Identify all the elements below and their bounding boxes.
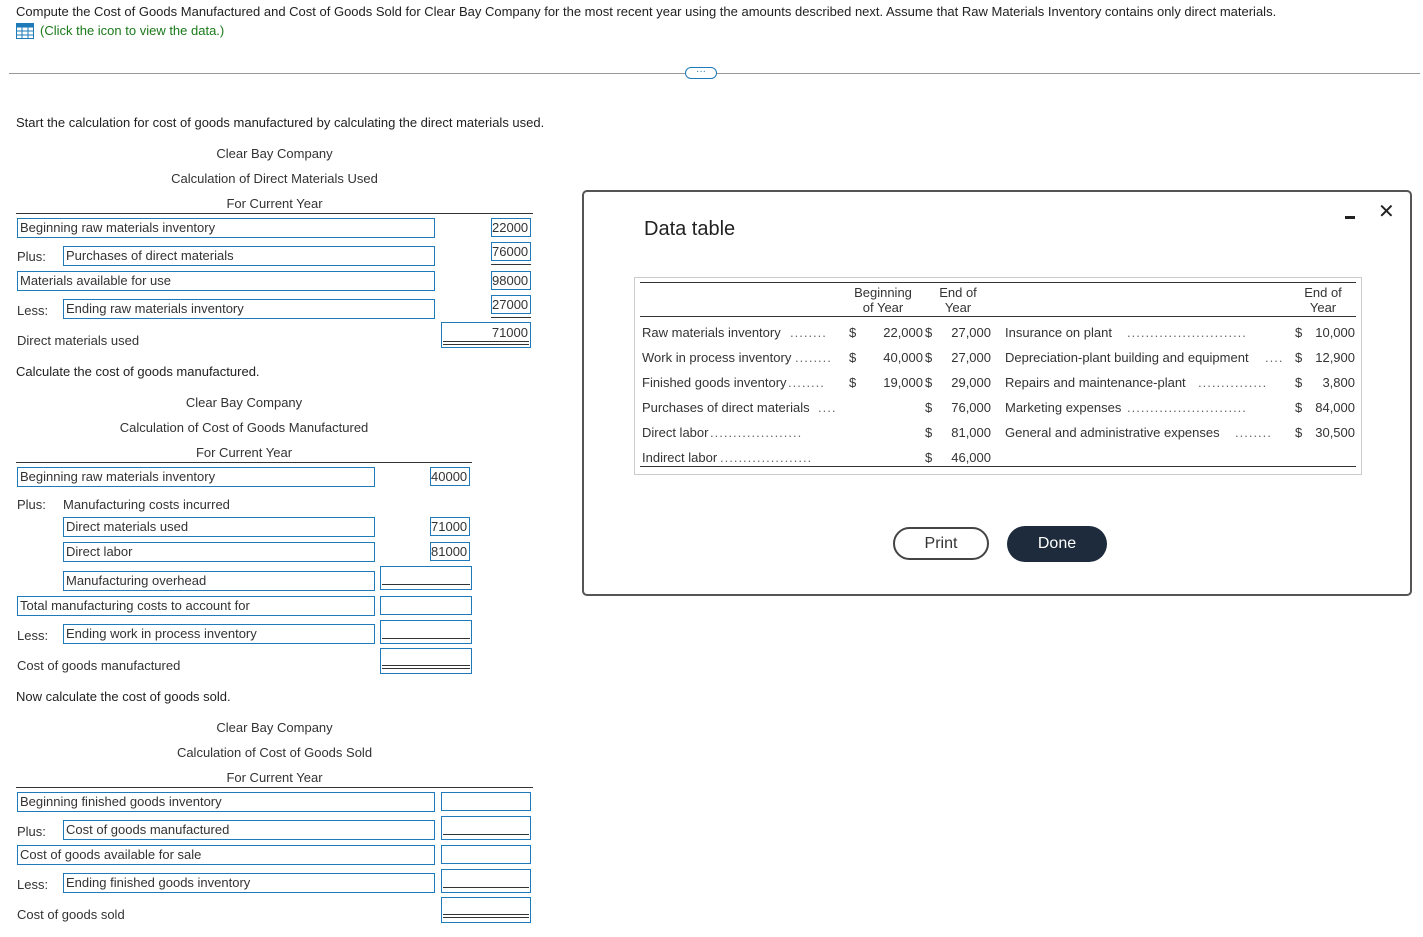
dm-less-label: Less: <box>17 303 49 318</box>
row-cur: $ <box>1295 400 1303 415</box>
row-begin: 19,000 <box>883 375 923 390</box>
cogs-beginning-input[interactable] <box>441 792 531 811</box>
cogs-title: Calculation of Cost of Goods Sold <box>176 745 373 760</box>
cogm-direct-labor-input[interactable]: 81000 <box>430 542 470 561</box>
row-label: Repairs and maintenance-plant <box>1005 375 1186 390</box>
row-label: Work in process inventory <box>642 350 792 365</box>
cogm-dm-used-select[interactable]: Direct materials used <box>63 517 375 537</box>
row-cur: $ <box>1295 325 1303 340</box>
dm-title: Calculation of Direct Materials Used <box>171 171 378 186</box>
row-label: Depreciation-plant building and equipment <box>1005 350 1249 365</box>
cogs-ending-fg-input[interactable] <box>441 869 531 893</box>
row-dots: .......................... <box>1127 325 1247 340</box>
row-label: Finished goods inventory <box>642 375 787 390</box>
cogs-available-select[interactable]: Cost of goods available for sale <box>17 845 435 865</box>
row-value: 84,000 <box>1315 400 1355 415</box>
row-dots: .... <box>1265 350 1284 365</box>
dm-used-label: Direct materials used <box>17 333 140 348</box>
row-cur: $ <box>925 375 933 390</box>
cogs-ending-fg-select[interactable]: Ending finished goods inventory <box>63 873 435 893</box>
cogs-available-input[interactable] <box>441 845 531 864</box>
cogm-ending-wip-select[interactable]: Ending work in process inventory <box>63 624 375 644</box>
row-dots: ........ <box>1235 425 1272 440</box>
cogm-beginning-input[interactable]: 40000 <box>430 467 470 486</box>
hdr-beginning-2: of Year <box>862 300 904 315</box>
dm-available-input[interactable]: 98000 <box>491 271 531 290</box>
section3-intro: Now calculate the cost of goods sold. <box>16 689 231 704</box>
row-dots: ........ <box>790 325 827 340</box>
row-cur: $ <box>849 375 857 390</box>
cogm-cogm-input[interactable] <box>380 648 472 674</box>
cogm-direct-labor-select[interactable]: Direct labor <box>63 542 375 562</box>
cogs-cogs-input[interactable] <box>441 897 531 923</box>
row-end: 76,000 <box>951 400 991 415</box>
cogm-period: For Current Year <box>195 445 293 460</box>
close-icon[interactable]: ✕ <box>1378 201 1395 223</box>
dm-double-underline <box>443 341 529 342</box>
section2-intro: Calculate the cost of goods manufactured. <box>16 364 260 379</box>
cogm-mfg-costs-label: Manufacturing costs incurred <box>63 497 230 512</box>
dm-underline <box>491 317 531 318</box>
dm-used-input[interactable]: 71000 <box>441 322 531 348</box>
hdr-end-right-2: Year <box>1309 300 1337 315</box>
row-value: 12,900 <box>1315 350 1355 365</box>
row-value: 10,000 <box>1315 325 1355 340</box>
dm-beginning-raw-select[interactable]: Beginning raw materials inventory <box>17 218 435 238</box>
row-end: 81,000 <box>951 425 991 440</box>
hdr-beginning: Beginning <box>854 285 912 300</box>
hdr-end: End of <box>939 285 977 300</box>
row-label: Marketing expenses <box>1005 400 1122 415</box>
dm-ending-raw-input[interactable]: 27000 <box>491 295 531 314</box>
row-dots: .......................... <box>1127 400 1247 415</box>
done-button[interactable]: Done <box>1007 526 1107 562</box>
row-cur: $ <box>925 425 933 440</box>
dm-available-select[interactable]: Materials available for use <box>17 271 435 291</box>
row-dots: .................... <box>720 450 813 465</box>
row-end: 46,000 <box>951 450 991 465</box>
row-cur: $ <box>925 325 933 340</box>
cogm-total-select[interactable]: Total manufacturing costs to account for <box>17 596 375 616</box>
dm-beginning-raw-input[interactable]: 22000 <box>491 218 531 237</box>
row-dots: ........ <box>788 375 825 390</box>
row-label: Raw materials inventory <box>642 325 781 340</box>
row-end: 29,000 <box>951 375 991 390</box>
dm-underline <box>491 264 531 265</box>
minimize-icon[interactable] <box>1344 204 1358 222</box>
cogm-overhead-input[interactable] <box>380 566 472 590</box>
cogs-period: For Current Year <box>226 770 323 785</box>
row-cur: $ <box>1295 375 1303 390</box>
row-dots: .... <box>818 400 837 415</box>
row-dots: ........ <box>795 350 832 365</box>
data-table-dialog <box>582 190 1412 596</box>
data-table-icon[interactable] <box>16 23 34 39</box>
row-value: 3,800 <box>1322 375 1355 390</box>
dm-period: For Current Year <box>226 196 323 211</box>
dm-purchases-input[interactable]: 76000 <box>491 242 531 261</box>
cogm-cogm-label: Cost of goods manufactured <box>17 658 181 673</box>
row-label: Insurance on plant <box>1005 325 1112 340</box>
cogm-title: Calculation of Cost of Goods Manufactured <box>119 420 369 435</box>
dm-header-line <box>16 213 533 214</box>
cogm-company: Clear Bay Company <box>185 395 303 410</box>
cogm-total-input[interactable] <box>380 596 472 615</box>
row-dots: ............... <box>1198 375 1268 390</box>
view-data-link[interactable]: (Click the icon to view the data.) <box>40 23 225 38</box>
row-label: Purchases of direct materials <box>642 400 810 415</box>
row-cur: $ <box>849 325 857 340</box>
row-cur: $ <box>1295 350 1303 365</box>
expand-button[interactable]: ··· <box>685 67 717 79</box>
row-cur: $ <box>1295 425 1303 440</box>
cogm-beginning-select[interactable]: Beginning raw materials inventory <box>17 467 375 487</box>
hdr-end-2: Year <box>944 300 972 315</box>
cogm-dm-used-input[interactable]: 71000 <box>430 517 470 536</box>
row-cur: $ <box>925 350 933 365</box>
row-label: Direct labor <box>642 425 709 440</box>
cogs-beginning-select[interactable]: Beginning finished goods inventory <box>17 792 435 812</box>
row-begin: 22,000 <box>883 325 923 340</box>
dialog-title: Data table <box>644 218 736 240</box>
cogm-ending-wip-input[interactable] <box>380 620 472 644</box>
cogs-cogm-select[interactable]: Cost of goods manufactured <box>63 820 435 840</box>
cogs-plus-label: Plus: <box>17 824 46 839</box>
question-text: Compute the Cost of Goods Manufactured and Cost of Goods Sold for Clear Bay Company for the most recent year using the amounts described next. Assume that Raw Materials Inventory contains only direct materials. <box>16 4 1277 19</box>
row-end: 27,000 <box>951 350 991 365</box>
cogm-header-line <box>16 462 472 463</box>
row-label: General and administrative expenses <box>1005 425 1220 440</box>
dm-purchases-select[interactable]: Purchases of direct materials <box>63 246 435 266</box>
cogs-cogs-label: Cost of goods sold <box>17 907 125 922</box>
cogs-header-line <box>16 787 533 788</box>
dm-company: Clear Bay Company <box>216 146 333 161</box>
hdr-end-right: End of <box>1304 285 1342 300</box>
cogs-cogm-input[interactable] <box>441 816 531 840</box>
cogm-overhead-select[interactable]: Manufacturing overhead <box>63 571 375 591</box>
row-label: Indirect labor <box>642 450 718 465</box>
row-begin: 40,000 <box>883 350 923 365</box>
section1-intro: Start the calculation for cost of goods manufactured by calculating the direct materials used. <box>16 115 545 130</box>
dm-plus-label: Plus: <box>17 249 46 264</box>
print-button[interactable]: Print <box>893 527 989 560</box>
row-cur: $ <box>925 450 933 465</box>
row-value: 30,500 <box>1315 425 1355 440</box>
row-end: 27,000 <box>951 325 991 340</box>
row-dots: .................... <box>710 425 803 440</box>
dm-double-underline <box>443 344 529 345</box>
cogm-less-label: Less: <box>17 628 49 643</box>
cogs-company: Clear Bay Company <box>216 720 333 735</box>
cogm-plus-label: Plus: <box>17 497 46 512</box>
row-cur: $ <box>925 400 933 415</box>
row-cur: $ <box>849 350 857 365</box>
cogs-less-label: Less: <box>17 877 49 892</box>
dm-ending-raw-select[interactable]: Ending raw materials inventory <box>63 299 435 319</box>
data-table <box>634 277 1362 475</box>
